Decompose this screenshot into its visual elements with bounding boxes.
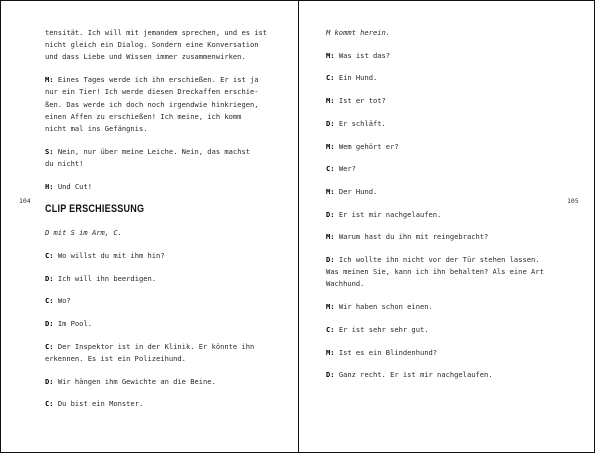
page-number-left: 104 bbox=[19, 197, 31, 205]
speaker-label: D: bbox=[326, 255, 335, 265]
left-page bbox=[45, 27, 277, 421]
dialog-line bbox=[45, 398, 277, 410]
text-line bbox=[45, 181, 277, 193]
line-text: Eines Tages werde ich ihn erschießen. Er ist ja bbox=[57, 75, 259, 85]
text-line bbox=[45, 99, 277, 111]
line-text: Er ist mir nachgelaufen. bbox=[338, 209, 442, 219]
speaker-label: C: bbox=[45, 250, 54, 260]
dialog-line bbox=[326, 95, 562, 107]
text-line bbox=[45, 273, 277, 285]
text-line bbox=[45, 86, 277, 98]
text-line bbox=[326, 254, 562, 266]
line-text: Nein, nur über meine Leiche. Nein, das machst bbox=[57, 146, 251, 156]
text-line bbox=[45, 376, 277, 388]
dialog-line bbox=[326, 254, 562, 291]
text-line bbox=[326, 266, 562, 278]
line-text: D mit S im Arm, C. bbox=[45, 228, 122, 238]
dialog-line bbox=[326, 231, 562, 243]
text-line bbox=[45, 353, 277, 365]
text-line bbox=[45, 227, 277, 239]
line-text: Wem gehört er? bbox=[338, 141, 399, 151]
speaker-label: C: bbox=[45, 341, 54, 351]
line-text: Wir haben schon einen. bbox=[338, 302, 433, 312]
text-line bbox=[326, 347, 562, 359]
line-text: Im Pool. bbox=[57, 319, 92, 329]
line-text: Ich will ihn beerdigen. bbox=[57, 273, 157, 283]
scene-heading: CLIP ERSCHIESSUNG bbox=[45, 203, 145, 216]
speaker-label: M: bbox=[326, 302, 335, 312]
stage-direction bbox=[326, 27, 562, 39]
speaker-label: C: bbox=[326, 164, 335, 174]
dialog-line bbox=[326, 72, 562, 84]
dialog-line bbox=[326, 50, 562, 62]
text-line bbox=[326, 118, 562, 130]
text-line bbox=[326, 141, 562, 153]
line-text: und dass Liebe und Wissen immer zusammenwirken. bbox=[45, 52, 246, 62]
text-line bbox=[45, 39, 277, 51]
text-line bbox=[45, 111, 277, 123]
text-line bbox=[326, 278, 562, 290]
speaker-label: M: bbox=[326, 186, 335, 196]
line-text: Der Hund. bbox=[338, 186, 378, 196]
line-text: Wo willst du mit ihm hin? bbox=[57, 250, 165, 260]
dialog-line bbox=[326, 369, 562, 381]
speaker-label: M: bbox=[326, 141, 335, 151]
text-line bbox=[45, 318, 277, 330]
speaker-label: C: bbox=[326, 324, 335, 334]
line-text: ßen. Das werde ich doch noch irgendwie hinkriegen, bbox=[45, 99, 259, 109]
dialog-line bbox=[326, 347, 562, 359]
text-line bbox=[45, 123, 277, 135]
line-text: Er ist sehr sehr gut. bbox=[338, 324, 429, 334]
dialog-line bbox=[326, 324, 562, 336]
line-text: erkennen. Es ist ein Polizeihund. bbox=[45, 353, 186, 363]
page-gutter bbox=[298, 1, 299, 452]
line-text: Er schläft. bbox=[338, 118, 386, 128]
right-page bbox=[326, 27, 562, 392]
dialog-line bbox=[45, 74, 277, 135]
line-text: Ganz recht. Er ist mir nachgelaufen. bbox=[338, 370, 493, 380]
line-text: nicht mal ins Gefängnis. bbox=[45, 123, 148, 133]
speaker-label: C: bbox=[45, 399, 54, 409]
line-text: Wer? bbox=[338, 164, 356, 174]
text-line bbox=[326, 72, 562, 84]
speaker-label: D: bbox=[326, 370, 335, 380]
text-line bbox=[326, 163, 562, 175]
dialog-line bbox=[326, 301, 562, 313]
dialog-line bbox=[45, 341, 277, 365]
speaker-label: H: bbox=[45, 181, 54, 191]
text-line bbox=[45, 341, 277, 353]
dialog-line bbox=[326, 186, 562, 198]
speaker-label: D: bbox=[45, 273, 54, 283]
line-text: Ich wollte ihn nicht vor der Tür stehen lassen. bbox=[338, 255, 540, 265]
line-text: nur ein Tier! Ich werde diesen Dreckaffen erschie- bbox=[45, 87, 259, 97]
line-text: Was ist das? bbox=[338, 50, 391, 60]
text-paragraph bbox=[45, 27, 277, 64]
text-line bbox=[326, 186, 562, 198]
speaker-label: M: bbox=[326, 50, 335, 60]
speaker-label: M: bbox=[45, 75, 54, 85]
text-line bbox=[326, 209, 562, 221]
speaker-label: D: bbox=[45, 319, 54, 329]
speaker-label: D: bbox=[326, 209, 335, 219]
line-text: M kommt herein. bbox=[326, 28, 391, 37]
speaker-label: D: bbox=[45, 376, 54, 386]
dialog-line bbox=[45, 295, 277, 307]
dialog-line bbox=[45, 318, 277, 330]
text-line bbox=[45, 398, 277, 410]
text-line bbox=[326, 50, 562, 62]
line-text: Wir hängen ihm Gewichte an die Beine. bbox=[57, 376, 216, 386]
line-text: Der Inspektor ist in der Klinik. Er könnte ihn bbox=[57, 341, 255, 351]
speaker-label: C: bbox=[45, 296, 54, 306]
dialog-line bbox=[45, 250, 277, 262]
speaker-label: C: bbox=[326, 73, 335, 83]
text-line bbox=[45, 74, 277, 86]
text-line bbox=[326, 369, 562, 381]
text-line bbox=[326, 301, 562, 313]
line-text: Ein Hund. bbox=[338, 73, 378, 83]
line-text: Warum hast du ihn mit reingebracht? bbox=[338, 232, 489, 242]
text-line bbox=[45, 51, 277, 63]
text-line bbox=[45, 250, 277, 262]
dialog-line bbox=[326, 163, 562, 175]
text-line bbox=[326, 324, 562, 336]
dialog-line bbox=[326, 141, 562, 153]
line-text: Und Cut! bbox=[57, 181, 92, 191]
dialog-line bbox=[45, 273, 277, 285]
text-line bbox=[45, 146, 277, 158]
line-text: du nicht! bbox=[45, 158, 84, 168]
text-line bbox=[45, 158, 277, 170]
text-line bbox=[326, 231, 562, 243]
dialog-line bbox=[45, 181, 277, 193]
line-text: nicht gleich ein Dialog. Sondern eine Konversation bbox=[45, 40, 259, 50]
page-number-right: 105 bbox=[567, 197, 579, 205]
line-text: tensität. Ich will mit jemandem sprechen, und es ist bbox=[45, 28, 268, 37]
line-text: Ist es ein Blindenhund? bbox=[338, 347, 438, 357]
text-line bbox=[45, 27, 277, 39]
line-text: Du bist ein Monster. bbox=[57, 399, 144, 409]
line-text: Wachhund. bbox=[326, 279, 365, 289]
line-text: einen Affen zu erschießen! Ich meine, ich komm bbox=[45, 111, 242, 121]
text-line bbox=[326, 95, 562, 107]
line-text: Wo? bbox=[57, 296, 71, 306]
text-line bbox=[45, 295, 277, 307]
speaker-label: M: bbox=[326, 347, 335, 357]
text-line bbox=[326, 27, 562, 39]
speaker-label: S: bbox=[45, 146, 54, 156]
speaker-label: M: bbox=[326, 96, 335, 106]
speaker-label: D: bbox=[326, 118, 335, 128]
speaker-label: M: bbox=[326, 232, 335, 242]
dialog-line bbox=[326, 118, 562, 130]
dialog-line bbox=[45, 376, 277, 388]
line-text: Was meinen Sie, kann ich ihn behalten? Als eine Art bbox=[326, 267, 544, 277]
dialog-line bbox=[45, 146, 277, 170]
stage-direction bbox=[45, 227, 277, 239]
line-text: Ist er tot? bbox=[338, 96, 386, 106]
dialog-line bbox=[326, 209, 562, 221]
